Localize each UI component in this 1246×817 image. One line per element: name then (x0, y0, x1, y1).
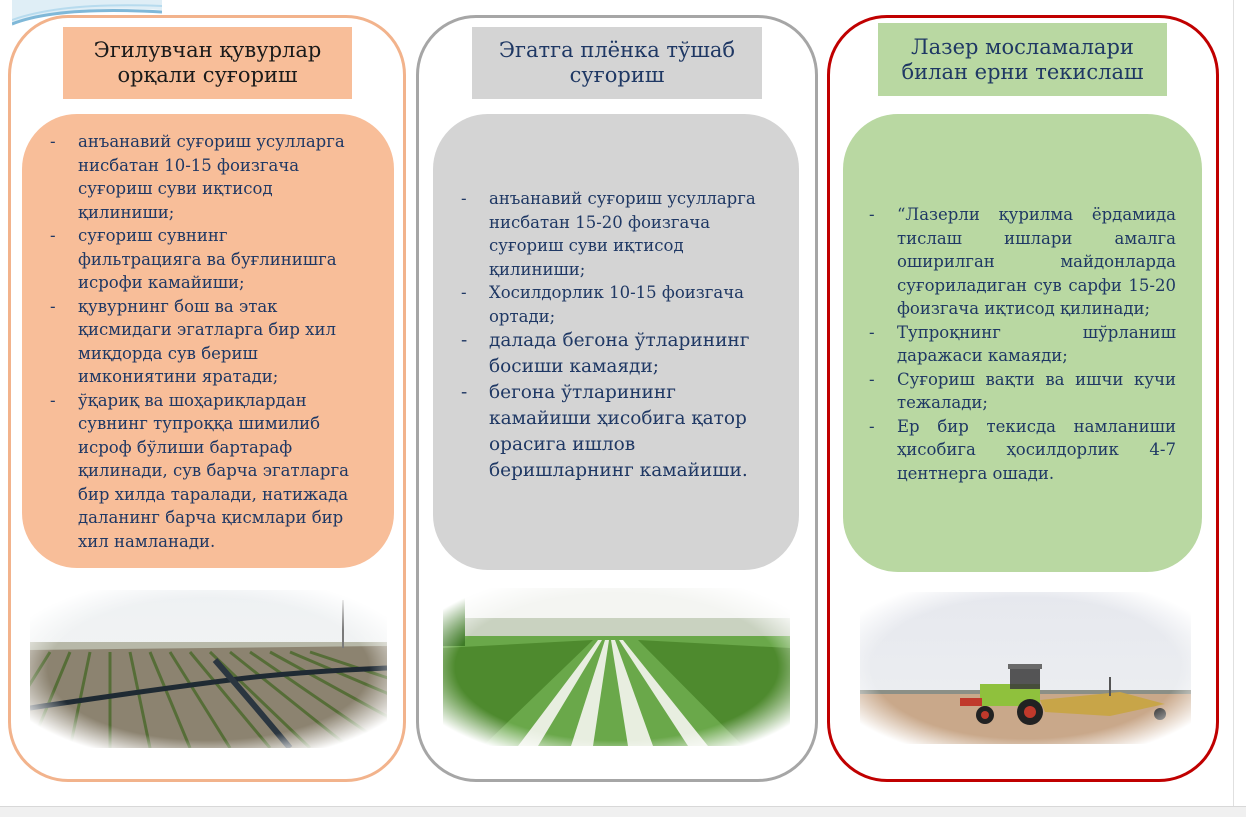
list-item: - анъанавий суғориш усулларга нисбатан 10-15 фоизгача суғориш суви иқтисод қилиниши; (50, 130, 350, 224)
list-item: - Хосилдорлик 10-15 фоизгача ортади; (461, 281, 761, 328)
list-item: - Ер бир текисда намланиши ҳисобига ҳосилдорлик 4-7 центнерга ошади. (869, 415, 1176, 486)
tractor-laser-leveling-photo (860, 592, 1191, 744)
irrigation-pipes-field-photo (30, 590, 387, 748)
window-bottom-bar (0, 806, 1246, 817)
list-item: - далада бегона ўтларининг босиши камаяди; (461, 328, 761, 380)
benefit-list-laser-leveling (869, 203, 1176, 485)
list-item: - бегона ўтларининг камайиши ҳисобига қатор орасига ишлов беришларнинг камайиши. (461, 380, 761, 484)
list-item: - суғориш сувнинг фильтрацияга ва буғлинишга исрофи камайиши; (50, 224, 350, 295)
list-item: - Суғориш вақти ва ишчи кучи тежалади; (869, 368, 1176, 415)
list-item: - анъанавий суғориш усулларга нисбатан 15-20 фоизгача суғориш суви иқтисод қилиниши; (461, 187, 761, 281)
panel-title-text: Эгилувчан қувурлар орқали суғориш (93, 38, 322, 87)
panel-title-flexible-pipes (63, 27, 352, 99)
window-edge (1233, 0, 1246, 806)
panel-title-text: Эгатга плёнка тўшаб суғориш (498, 38, 736, 87)
benefit-list-film-furrow (461, 187, 761, 484)
panel-title-text: Лазер мосламалари билан ерни текислаш (901, 34, 1144, 84)
benefit-list-flexible-pipes (50, 130, 350, 553)
list-item: - қувурнинг бош ва этак қисмидаги эгатларга бир хил миқдорда сув бериш имкониятини яратади; (50, 295, 350, 389)
list-item: - “Лазерли қурилма ёрдамида тислаш ишлари амалга оширилган майдонларда суғориладиган сув сарфи 15-20 фоизгача иқтисод қилинади; (869, 203, 1176, 321)
panel-title-laser-leveling (878, 23, 1167, 96)
list-item: - ўқариқ ва шоҳариқлардан сувнинг тупроққа шимилиб исроф бўлиши бартараф қилинади, сув барча эгатларга бир хилда таралади, натижада даланинг барча қисмлари бир хил намланади. (50, 389, 350, 554)
panel-title-film-furrow (472, 27, 762, 99)
green-furrow-rows-photo (443, 588, 790, 746)
list-item: - Тупроқнинг шўрланиш даражаси камаяди; (869, 321, 1176, 368)
